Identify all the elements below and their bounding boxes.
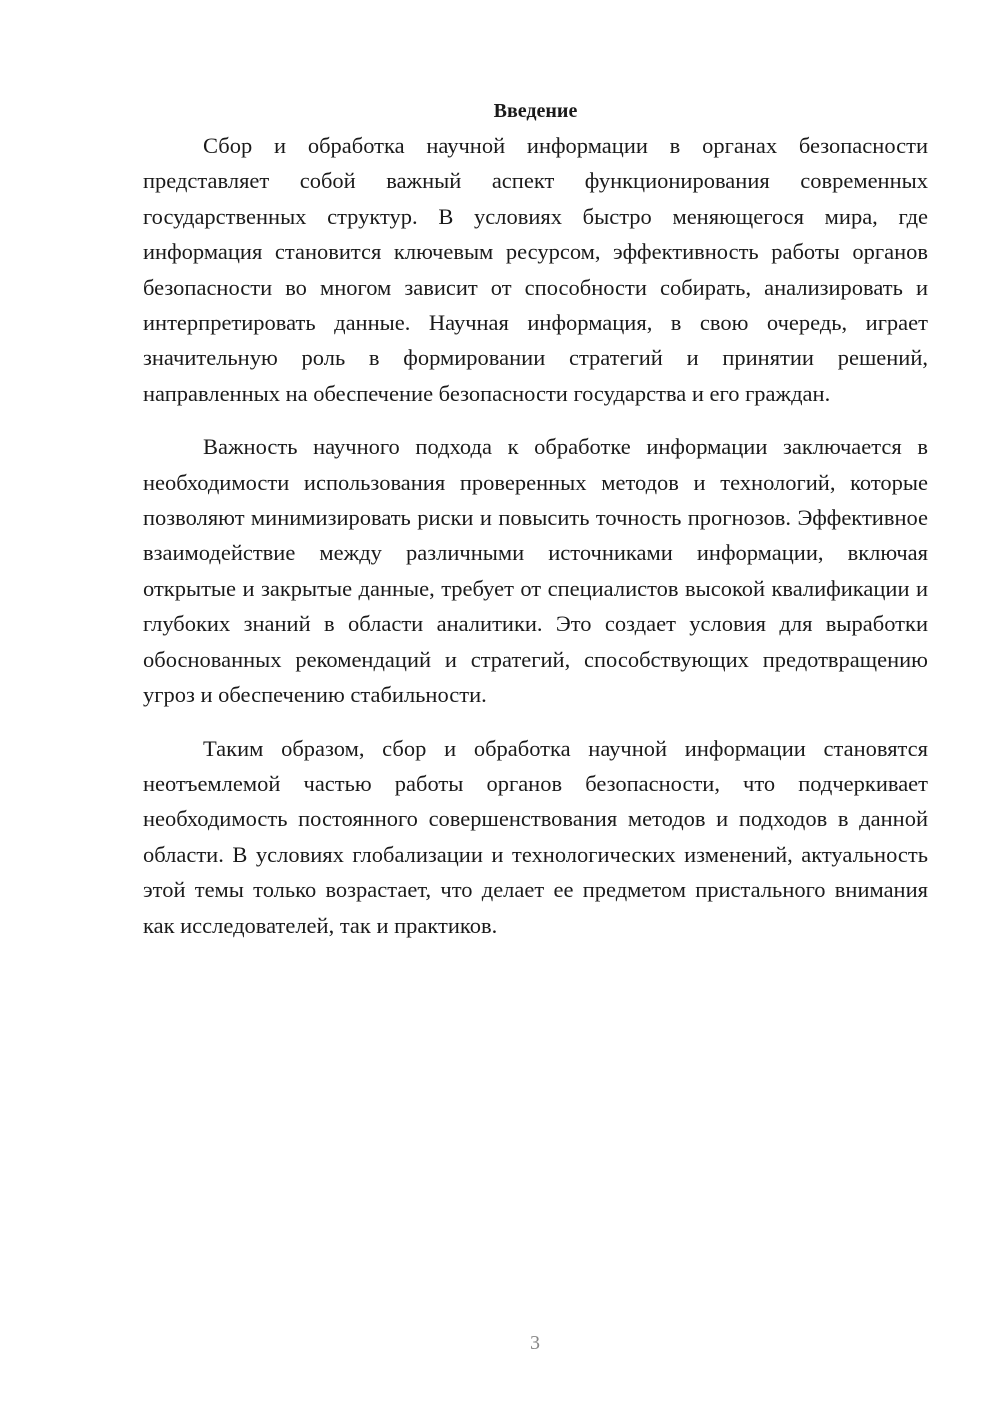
section-title: Введение xyxy=(493,100,578,122)
page-content xyxy=(143,96,928,961)
paragraph-2: Важность научного подхода к обработке информации заключается в необходимости использования проверенных методов и технологий, которые позволяют минимизировать риски и повысить точность прогнозов. Эффективное взаимодействие между различными источниками информации, включая открытые и закрытые данные, требует от специалистов высокой квалификации и глубоких знаний в области аналитики. Это создает условия для выработки обоснованных рекомендаций и стратегий, способствующих предотвращению угроз и обеспечению стабильности. xyxy=(143,434,928,708)
paragraph-3: Таким образом, сбор и обработка научной информации становятся неотъемлемой частью работы органов безопасности, что подчеркивает необходимость постоянного совершенствования методов и подходов в данной области. В условиях глобализации и технологических изменений, актуальность этой темы только возрастает, что делает ее предметом пристального внимания как исследователей, так и практиков. xyxy=(143,735,928,938)
paragraph-1: Сбор и обработка научной информации в органах безопасности представляет собой важный аспект функционирования современных государственных структур. В условиях быстро меняющегося мира, где информация становится ключевым ресурсом, эффективность работы органов безопасности во многом зависит от способности собирать, анализировать и интерпретировать данные. Научная информация, в свою очередь, играет значительную роль в формировании стратегий и принятии решений, направленных на обеспечение безопасности государства и его граждан. xyxy=(143,133,928,406)
page-number: 3 xyxy=(530,1332,540,1354)
